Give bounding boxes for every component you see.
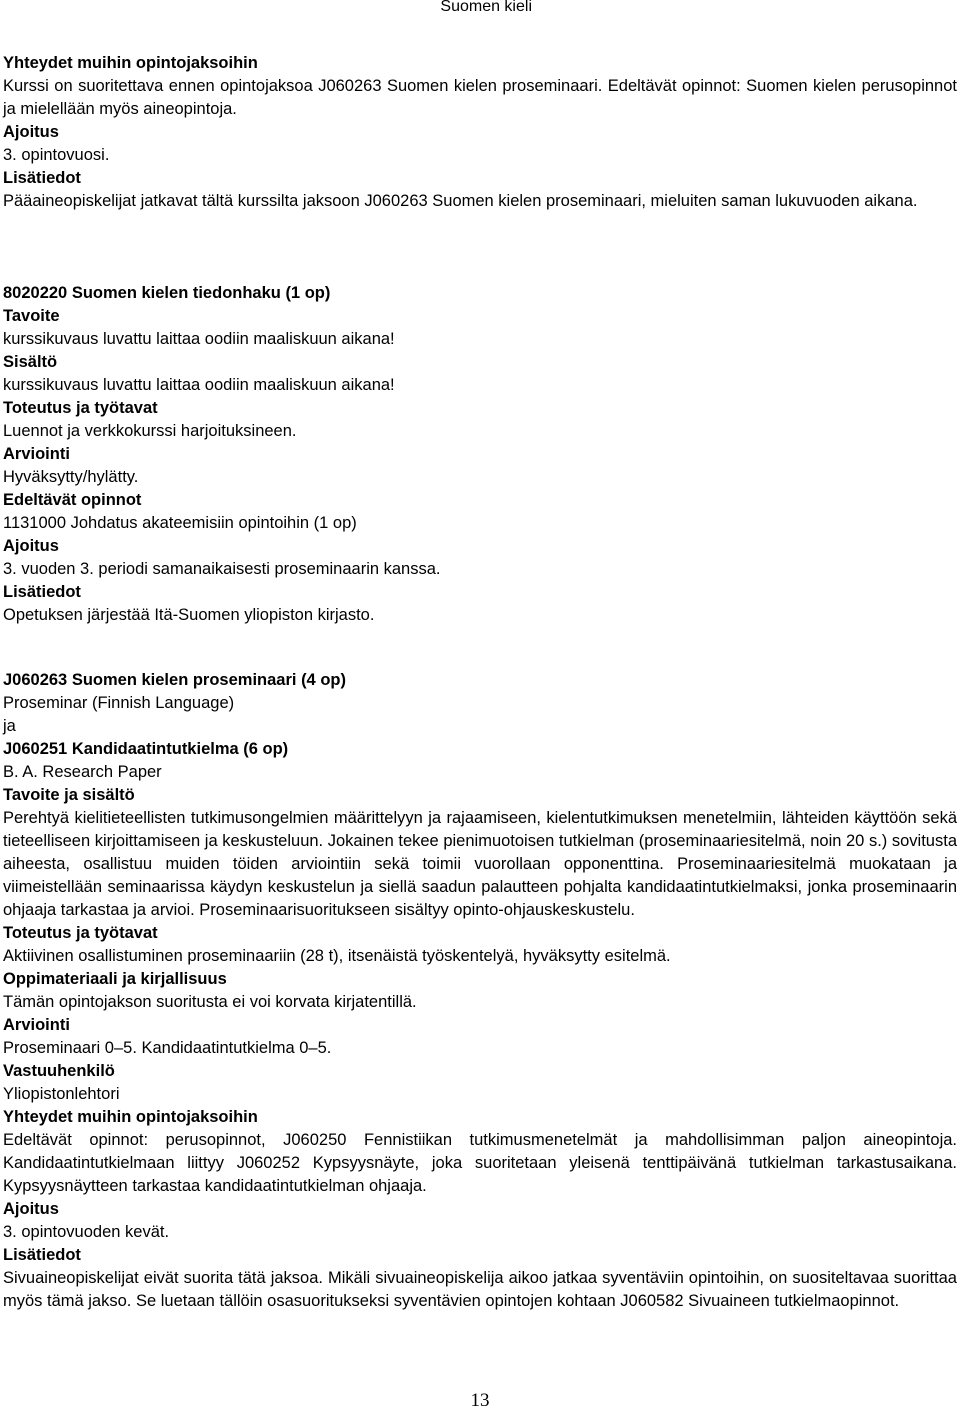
goal-text: kurssikuvaus luvattu laittaa oodiin maaliskuun aikana! [3,330,395,348]
heading-relations: Yhteydet muihin opintojaksoihin [3,1108,258,1126]
heading-relations: Yhteydet muihin opintojaksoihin [3,54,258,72]
heading-assessment: Arviointi [3,1016,70,1034]
heading-materials: Oppimateriaali ja kirjallisuus [3,970,227,988]
heading-methods: Toteutus ja työtavat [3,399,158,417]
assessment-text: Proseminaari 0–5. Kandidaatintutkielma 0–5. [3,1039,332,1057]
methods-text: Aktiivinen osallistuminen proseminaariin (28 t), itsenäistä työskentelyä, hyväksytty esitelmä. [3,947,671,965]
course-tiedonhaku [3,282,957,627]
materials-text: Tämän opintojakson suoritusta ei voi korvata kirjatentillä. [3,993,417,1011]
info-text: Pääaineopiskelijat jatkavat tältä kurssilta jaksoon J060263 Suomen kielen proseminaari, mieluiten saman lukuvuoden aikana. [3,192,918,210]
course-subtitle-thesis: B. A. Research Paper [3,763,162,781]
course-title-thesis: J060251 Kandidaatintutkielma (6 op) [3,740,289,758]
heading-timing: Ajoitus [3,1200,59,1218]
goal-content-text: Perehtyä kielitieteellisten tutkimusongelmien määrittelyyn ja rajaamiseen, kielentutkimuksen menetelmiin, lähteiden käyttöön sekä tieteelliseen kirjoittamiseen ja keskusteluun. Jokainen tekee pienimuotoisen tutkielman (proseminaariesitelmä, noin 20 s.) sovitusta aiheesta, osallistuu muiden töiden arviointiin sekä toimii vuorollaan opponenttina. Proseminaariesitelmä muokataan ja viimeistellään seminaarissa käydyn keskustelun ja siellä saadun palautteen pohjalta kandidaatintutkielmaksi, jonka proseminaarin ohjaaja tarkastaa ja arvioi. Proseminaarisuoritukseen sisältyy opinto-ohjauskeskustelu. [3,809,957,919]
course-subtitle-proseminar: Proseminar (Finnish Language) [3,694,235,712]
heading-content: Sisältö [3,353,58,371]
course-connector: ja [3,717,16,735]
content-text: kurssikuvaus luvattu laittaa oodiin maaliskuun aikana! [3,376,395,394]
block-intro [3,52,957,213]
heading-info: Lisätiedot [3,1246,81,1264]
running-header: Suomen kieli [440,0,532,15]
page-number: 13 [470,1390,490,1411]
course-title: 8020220 Suomen kielen tiedonhaku (1 op) [3,284,331,302]
heading-timing: Ajoitus [3,537,59,555]
heading-assessment: Arviointi [3,445,70,463]
responsible-text: Yliopistonlehtori [3,1085,120,1103]
info-text: Sivuaineopiskelijat eivät suorita tätä jaksoa. Mikäli sivuaineopiskelija aikoo jatkaa syventäviin opintoihin, on suositeltavaa suorittaa myös tämä jakso. Se luetaan tällöin osasuoritukseksi syventävien opintojen kohtaan J060582 Sivuaineen tutkielmaopinnot. [3,1269,957,1310]
heading-info: Lisätiedot [3,169,81,187]
heading-goal-content: Tavoite ja sisältö [3,786,135,804]
heading-responsible: Vastuuhenkilö [3,1062,115,1080]
course-proseminaari [3,669,957,1313]
course-title-proseminar: J060263 Suomen kielen proseminaari (4 op) [3,671,346,689]
timing-text: 3. opintovuoden kevät. [3,1223,170,1241]
methods-text: Luennot ja verkkokurssi harjoituksineen. [3,422,297,440]
heading-methods: Toteutus ja työtavat [3,924,158,942]
info-text: Opetuksen järjestää Itä-Suomen yliopiston kirjasto. [3,606,375,624]
relations-text: Kurssi on suoritettava ennen opintojaksoa J060263 Suomen kielen proseminaari. Edeltävät opinnot: Suomen kielen perusopinnot ja mielellään myös aineopintoja. [3,77,957,118]
timing-text: 3. opintovuosi. [3,146,110,164]
heading-info: Lisätiedot [3,583,81,601]
timing-text: 3. vuoden 3. periodi samanaikaisesti proseminaarin kanssa. [3,560,441,578]
assessment-text: Hyväksytty/hylätty. [3,468,139,486]
relations-text: Edeltävät opinnot: perusopinnot, J060250 Fennistiikan tutkimusmenetelmät ja mahdollisimman paljon aineopintoja. Kandidaatintutkielmaan liittyy J060252 Kypsyysnäyte, joka suoritetaan yleisenä tenttipäivänä tutkielman tarkastusaikana. Kypsyysnäytteen tarkastaa kandidaatintutkielman ohjaaja. [3,1131,957,1195]
prereq-text: 1131000 Johdatus akateemisiin opintoihin (1 op) [3,514,357,532]
heading-timing: Ajoitus [3,123,59,141]
heading-goal: Tavoite [3,307,60,325]
heading-prereq: Edeltävät opinnot [3,491,142,509]
